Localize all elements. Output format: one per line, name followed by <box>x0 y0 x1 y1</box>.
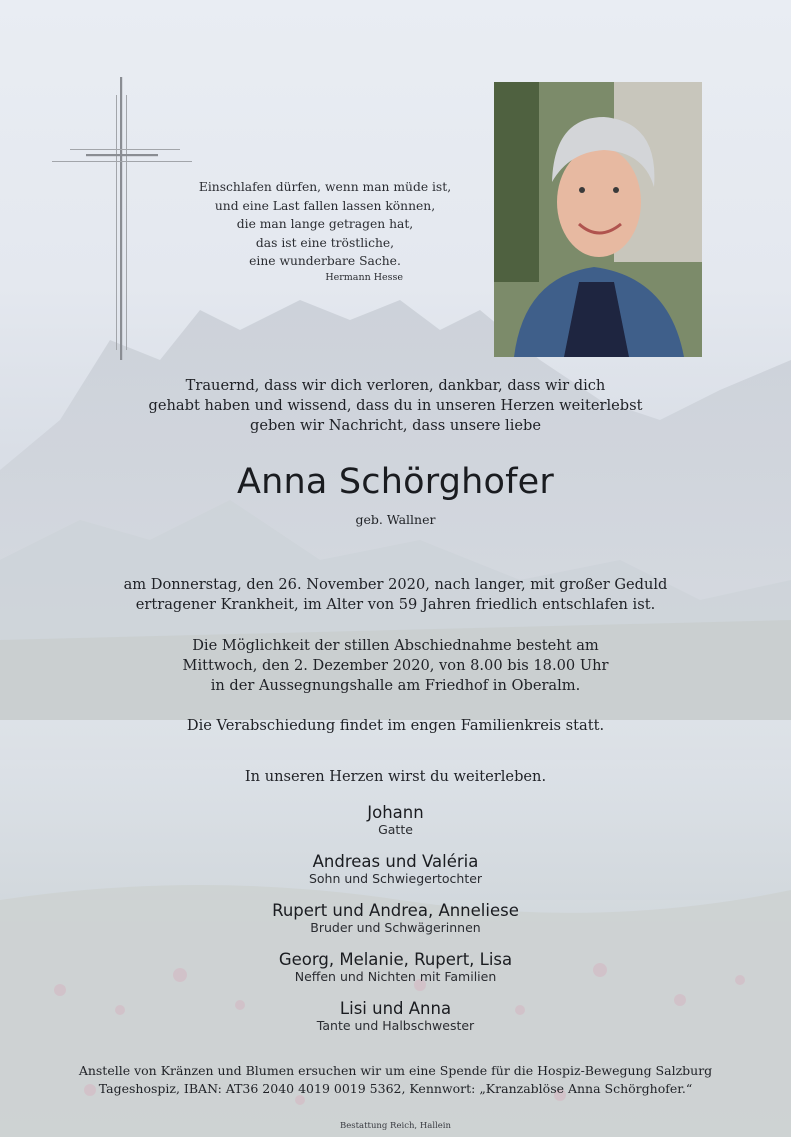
memorial-quote <box>195 178 455 287</box>
portrait-photo <box>494 82 702 357</box>
cross-icon <box>50 75 200 365</box>
family-relation: Gatte <box>378 822 413 837</box>
death-notice-line: am Donnerstag, den 26. November 2020, nach langer, mit großer Geduld <box>123 576 668 593</box>
family-relation: Tante und Halbschwester <box>316 1018 475 1033</box>
quote-author: Hermann Hesse <box>325 271 403 283</box>
family-names: Georg, Melanie, Rupert, Lisa <box>278 950 513 969</box>
funeral-home: Bestattung Reich, Hallein <box>340 1121 451 1131</box>
donation-line: Tageshospiz, IBAN: AT36 2040 4019 0019 5362, Kennwort: „Kranzablöse Anna Schörghofer.“ <box>98 1081 693 1096</box>
private-service-note: Die Verabschiedung findet im engen Familienkreis statt. <box>186 717 605 734</box>
donation-request <box>60 1062 731 1098</box>
farewell-line: in der Aussegnungshalle am Friedhof in Oberalm. <box>210 677 581 694</box>
quote-line: das ist eine tröstliche, <box>255 235 395 250</box>
intro-line: Trauernd, dass wir dich verloren, dankbar, dass wir dich <box>185 377 606 394</box>
donation-line: Anstelle von Kränzen und Blumen ersuchen wir um eine Spende für die Hospiz-Bewegung Salzburg <box>78 1063 713 1078</box>
family-relation: Neffen und Nichten mit Familien <box>294 969 497 984</box>
intro-line: gehabt haben und wissend, dass du in unseren Herzen weiterlebst <box>148 397 643 414</box>
farewell-info <box>80 636 711 696</box>
closing-line: In unseren Herzen wirst du weiterleben. <box>244 768 547 785</box>
family-names: Andreas und Valéria <box>312 852 479 871</box>
intro-line: geben wir Nachricht, dass unsere liebe <box>250 417 541 434</box>
quote-line: Einschlafen dürfen, wenn man müde ist, <box>198 180 452 194</box>
family-names: Johann <box>367 803 424 822</box>
announcement-intro <box>100 376 691 436</box>
maiden-name: geb. Wallner <box>355 512 436 527</box>
family-names: Rupert und Andrea, Anneliese <box>272 901 519 920</box>
farewell-line: Mittwoch, den 2. Dezember 2020, von 8.00 bis 18.00 Uhr <box>182 657 609 674</box>
family-names: Lisi und Anna <box>339 999 452 1018</box>
quote-line: und eine Last fallen lassen können, <box>214 198 436 213</box>
quote-line: die man lange getragen hat, <box>236 217 414 231</box>
quote-line: eine wunderbare Sache. <box>249 254 401 268</box>
death-notice-line: ertragener Krankheit, im Alter von 59 Jahren friedlich entschlafen ist. <box>135 596 656 613</box>
family-relation: Bruder und Schwägerinnen <box>310 920 481 935</box>
deceased-name: Anna Schörghofer <box>237 462 554 502</box>
family-relation: Sohn und Schwiegertochter <box>308 871 483 886</box>
portrait-illustration <box>494 82 702 357</box>
farewell-line: Die Möglichkeit der stillen Abschiednahme besteht am <box>192 637 599 654</box>
death-notice <box>80 575 711 615</box>
